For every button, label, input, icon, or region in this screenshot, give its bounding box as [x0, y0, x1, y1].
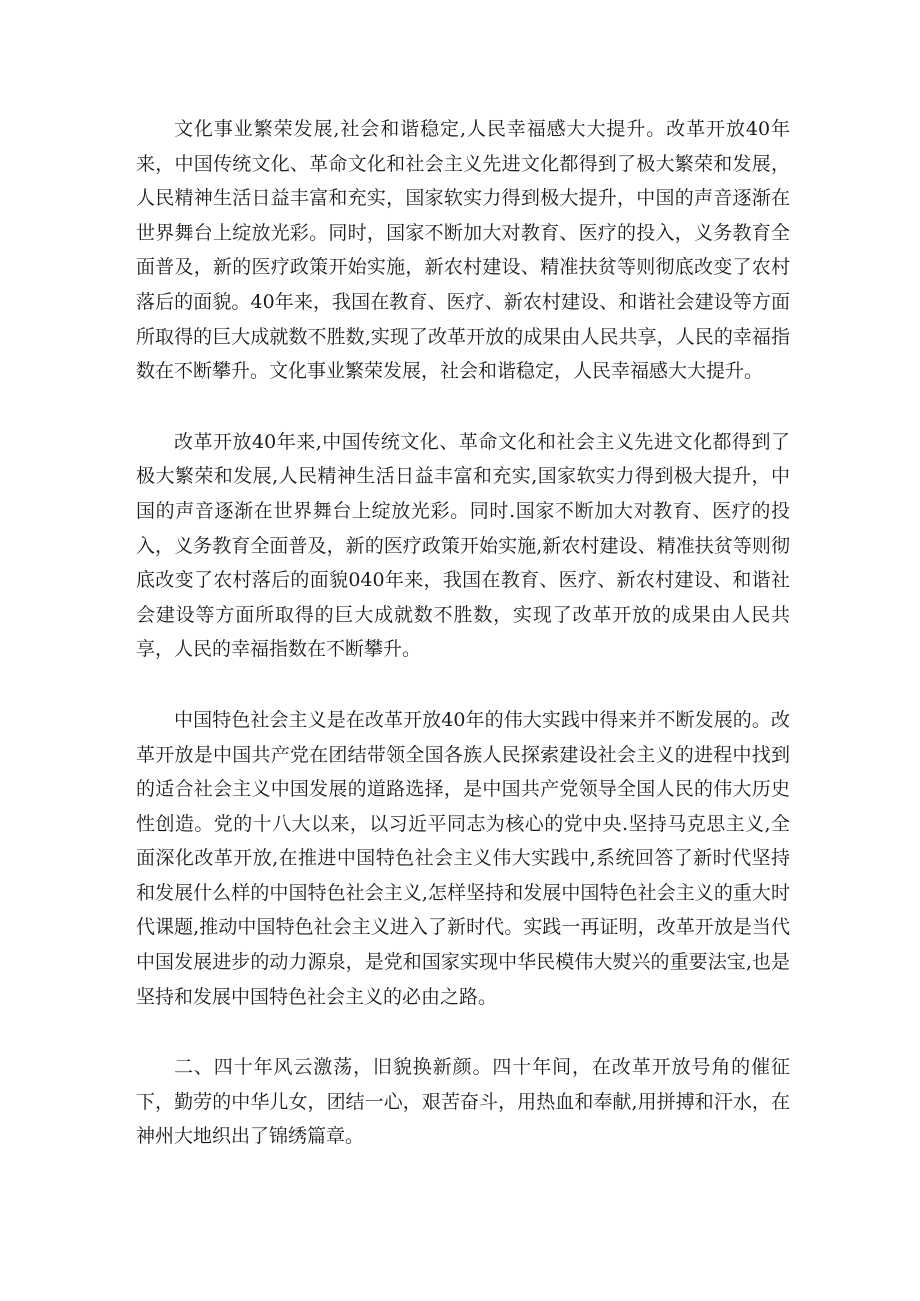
paragraph-reform-forty-years: 改革开放40年来,中国传统文化、革命文化和社会主义先进文化都得到了极大繁荣和发展,人民精神生活日益丰富和充实,国家软实力得到极大提升，中国的声音逐渐在世界舞台上绽放光彩。同时.国家不断加大对教育、医疗的投入，义务教育全面普及，新的医疗政策开始实施,新农村建设、精准扶贫等则彻底改变了农村落后的面貌040年来，我国在教育、医疗、新农村建设、和谐社会建设等方面所取得的巨大成就数不胜数，实现了改革开放的成果由人民共享，人民的幸福指数在不断攀升。 [136, 430, 790, 661]
paragraph-section-two-heading: 二、四十年风云激荡，旧貌换新颜。四十年间，在改革开放号角的催征下，勤劳的中华儿女，团结一心，艰苦奋斗，用热血和奉献,用拼搏和汗水，在神州大地织出了锦绣篇章。 [136, 1056, 790, 1148]
paragraph-socialism-characteristics: 中国特色社会主义是在改革开放40年的伟大实践中得来并不断发展的。改革开放是中国共产党在团结带领全国各族人民探索建设社会主义的进程中找到的适合社会主义中国发展的道路选择，是中国共产党领导全国人民的伟大历史性创造。党的十八大以来，以习近平同志为核心的党中央.坚持马克思主义,全面深化改革开放,在推进中国特色社会主义伟大实践中,系统回答了新时代坚持和发展什么样的中国特色社会主义,怎样坚持和发展中国特色社会主义的重大时代课题,推动中国特色社会主义进入了新时代。实践一再证明，改革开放是当代中国发展进步的动力源泉，是党和国家实现中华民模伟大熨兴的重要法宝,也是坚持和发展中国特色社会主义的必由之路。 [136, 708, 790, 1008]
paragraph-cultural-development: 文化事业繁荣发展,社会和谐稳定,人民幸福感大大提升。改革开放40年来，中国传统文化、革命文化和社会主义先进文化都得到了极大繁荣和发展，人民精神生活日益丰富和充实，国家软实力得到极大提升，中国的声音逐渐在世界舞台上绽放光彩。同时，国家不断加大对教育、医疗的投入，义务教育全面普及，新的医疗政策开始实施，新农村建设、精准扶贫等则彻底改变了农村落后的面貌。40年来，我国在教育、医疗、新农村建设、和谐社会建设等方面所取得的巨大成就数不胜数,实现了改革开放的成果由人民共享，人民的幸福指数在不断攀升。文化事业繁荣发展，社会和谐稳定，人民幸福感大大提升。 [136, 118, 790, 383]
document-body [136, 112, 790, 1154]
